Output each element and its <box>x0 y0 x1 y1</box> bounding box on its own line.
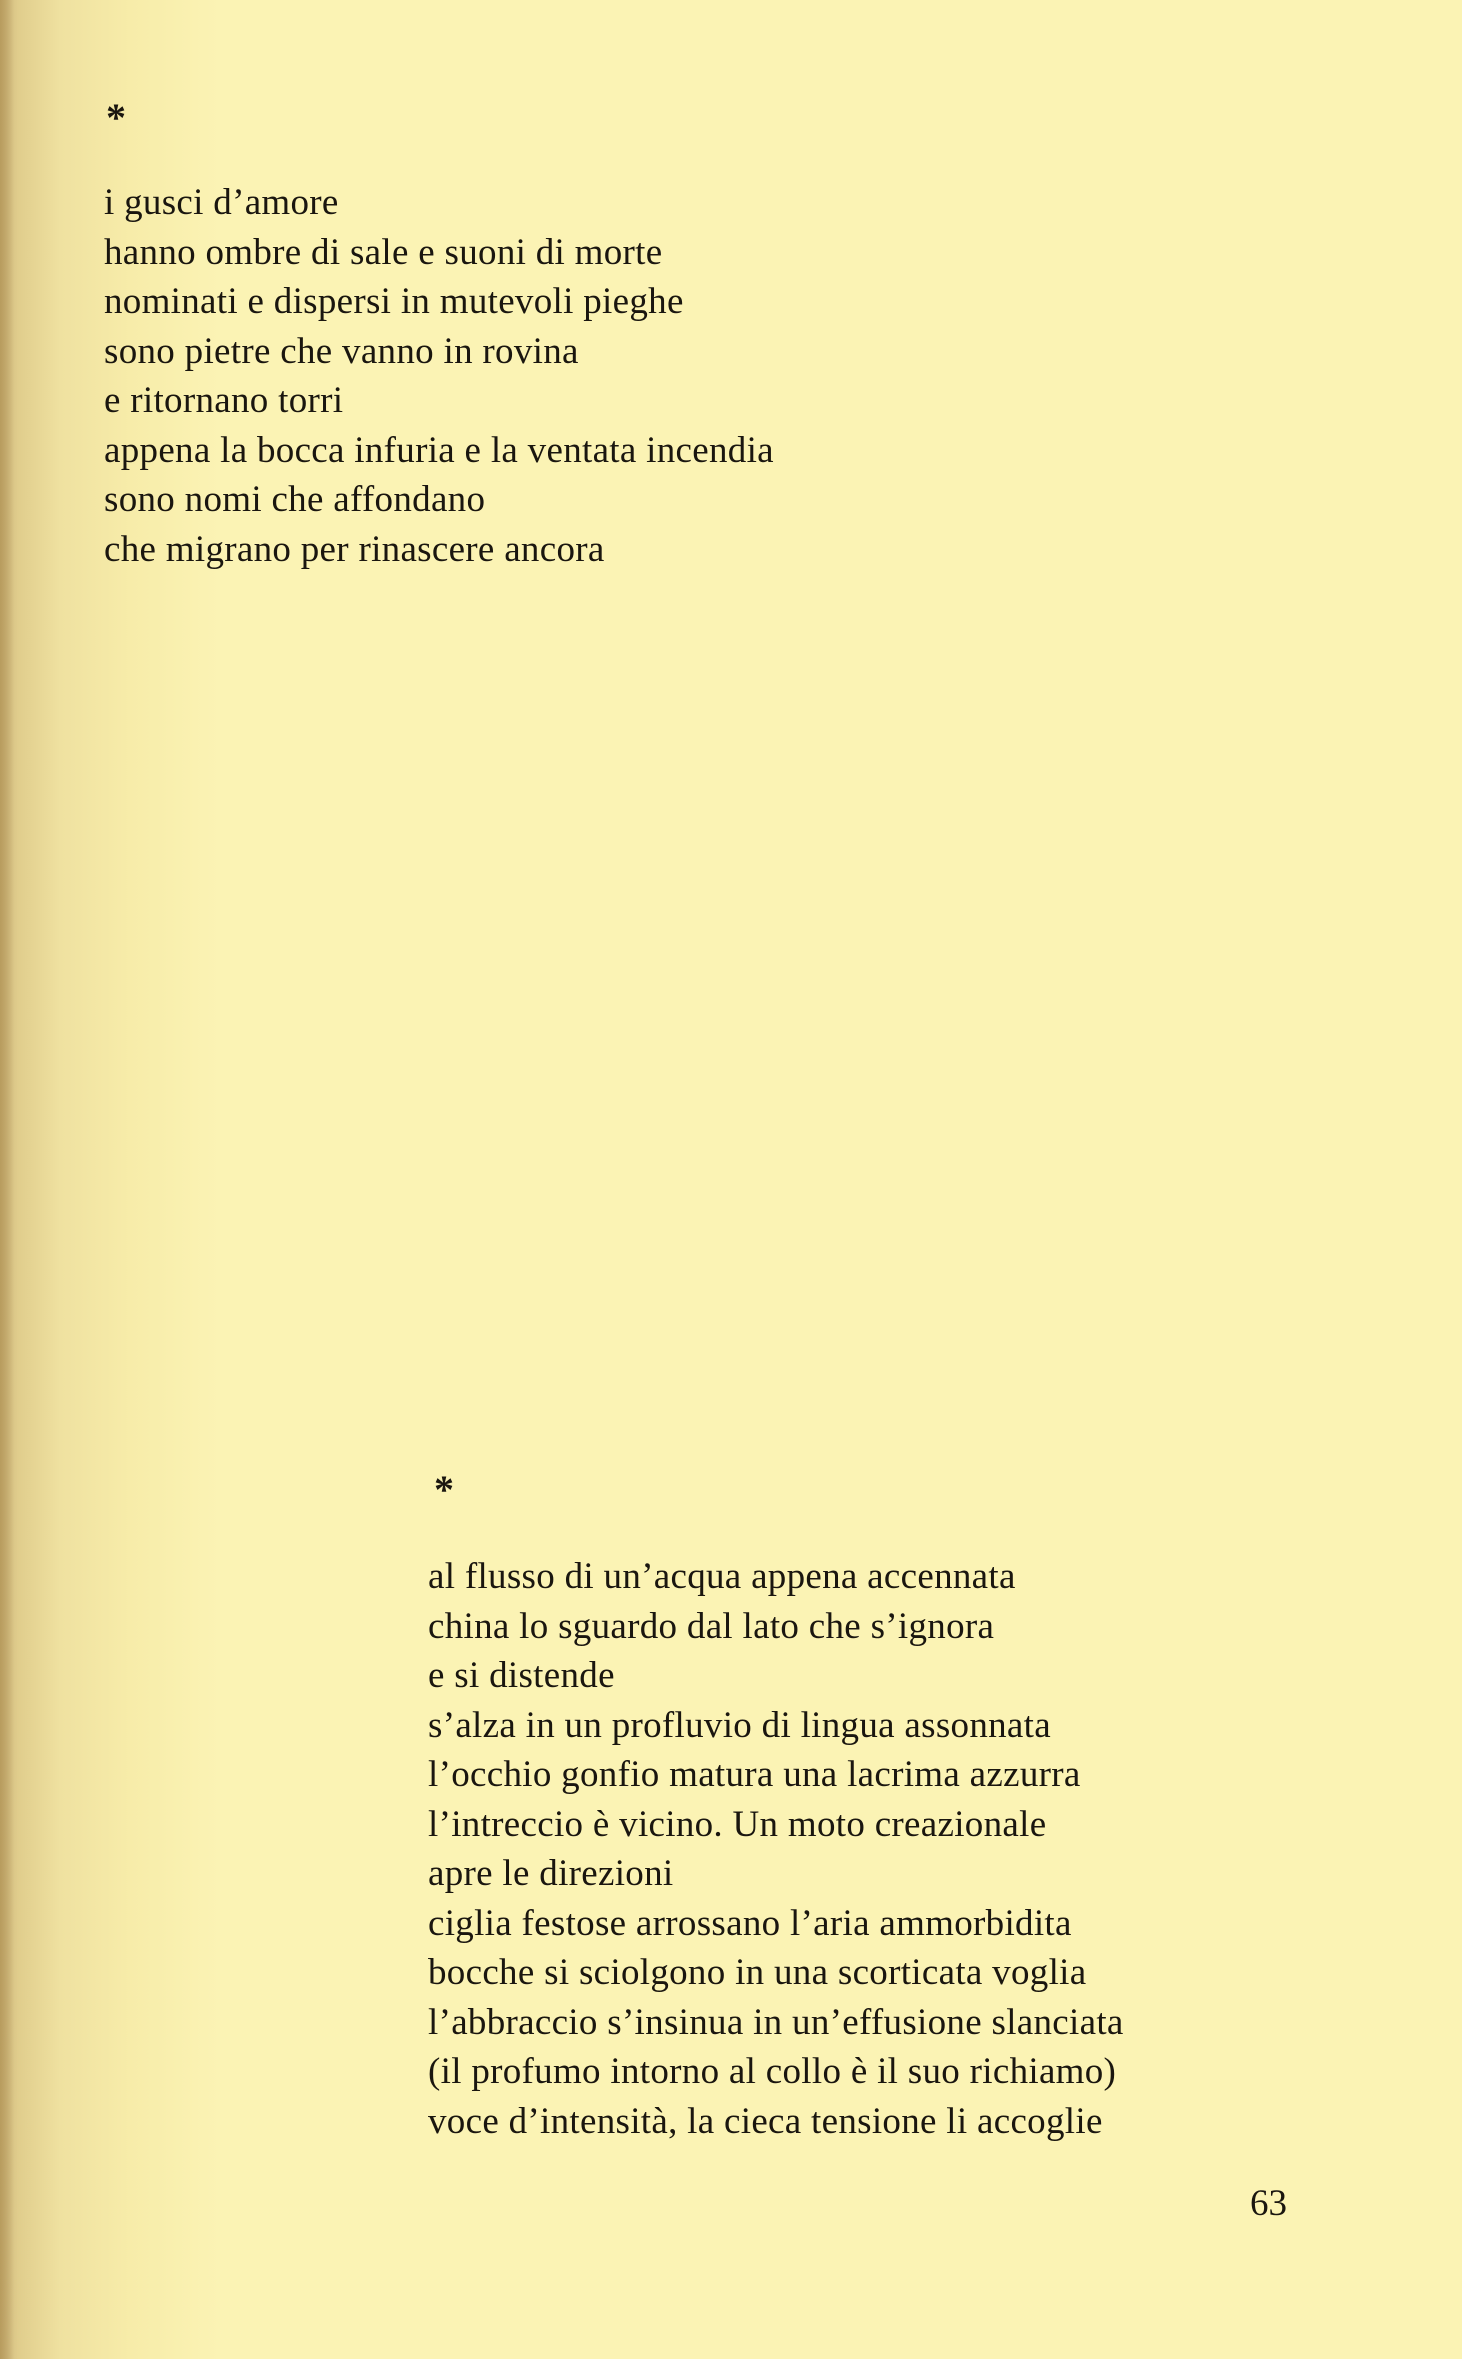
poem-1 <box>104 95 774 574</box>
poem-1-asterisk: * <box>106 95 127 140</box>
poem-2-line-9: bocche si sciolgono in una scorticata voglia <box>428 1952 1087 1993</box>
poem-2-line-3: e si distende <box>428 1655 615 1696</box>
poem-2-line-5: l’occhio gonfio matura una lacrima azzurra <box>428 1754 1081 1795</box>
page-number: 63 <box>1250 2183 1287 2224</box>
spine-shadow <box>0 0 14 2359</box>
poem-1-line-3: nominati e dispersi in mutevoli pieghe <box>104 281 684 322</box>
poem-2-line-12: voce d’intensità, la cieca tensione li accoglie <box>428 2100 1103 2142</box>
poem-2-line-7: apre le direzioni <box>428 1853 674 1894</box>
poem-1-line-6: appena la bocca infuria e la ventata incendia <box>104 429 774 471</box>
poem-2-line-6: l’intreccio è vicino. Un moto creazionale <box>428 1803 1047 1845</box>
poem-1-line-2: hanno ombre di sale e suoni di morte <box>104 231 663 273</box>
poem-2-line-1: al flusso di un’acqua appena accennata <box>428 1556 1016 1597</box>
poem-1-line-5: e ritornano torri <box>104 380 344 421</box>
poem-2-line-4: s’alza in un profluvio di lingua assonnata <box>428 1704 1051 1746</box>
poem-2-line-11: (il profumo intorno al collo è il suo richiamo) <box>428 2051 1117 2092</box>
poem-1-line-8: che migrano per rinascere ancora <box>104 528 605 570</box>
poem-2-asterisk: * <box>434 1467 455 1512</box>
poem-1-line-4: sono pietre che vanno in rovina <box>104 330 579 372</box>
poem-1-line-1: i gusci d’amore <box>104 182 339 223</box>
poem-2-line-2: china lo sguardo dal lato che s’ignora <box>428 1605 995 1647</box>
poem-2-line-10: l’abbraccio s’insinua in un’effusione slanciata <box>428 2001 1124 2043</box>
poem-1-line-7: sono nomi che affondano <box>104 479 486 520</box>
poem-2 <box>428 1467 1124 2146</box>
poem-2-line-8: ciglia festose arrossano l’aria ammorbidita <box>428 1902 1072 1944</box>
